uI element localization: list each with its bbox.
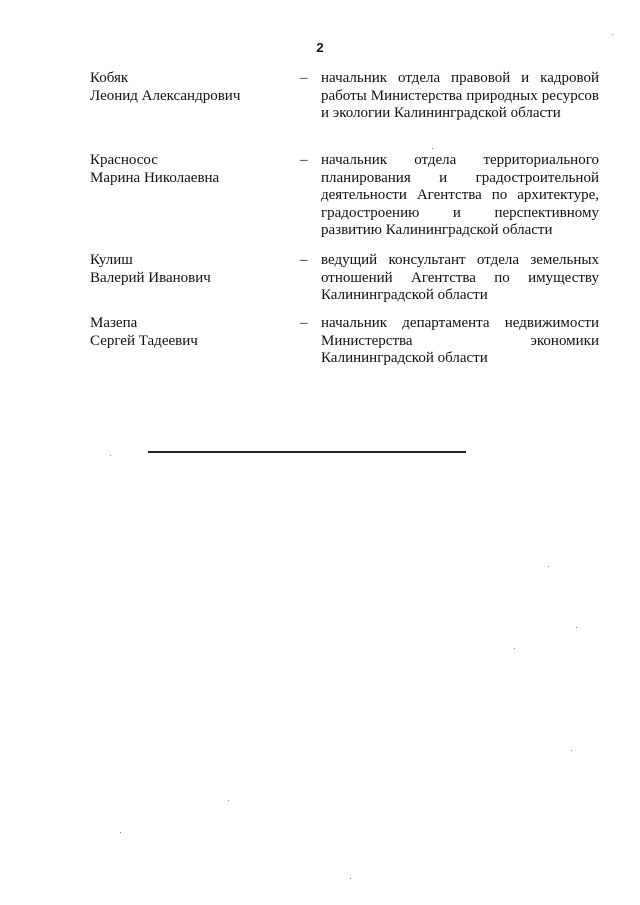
- member-position: начальник департамента недвижимости Министерства экономики Калининградской области: [321, 315, 599, 366]
- member-given-names: Леонид Александрович: [90, 87, 241, 104]
- scan-speck: [110, 455, 111, 456]
- member-given-names: Валерий Иванович: [90, 269, 211, 286]
- member-name: [90, 70, 280, 105]
- scan-speck: [612, 34, 613, 35]
- member-dash: –: [300, 70, 308, 86]
- member-dash: –: [300, 152, 308, 168]
- member-name: [90, 315, 280, 350]
- member-surname: Кобяк: [90, 70, 129, 86]
- scan-speck: [514, 648, 515, 649]
- member-position: ведущий консультант отдела земельных отношений Агентства по имуществу Калининградской области: [321, 252, 599, 303]
- member-surname: Кулиш: [90, 252, 133, 268]
- scan-speck: [576, 627, 577, 628]
- page-number: 2: [316, 40, 324, 55]
- member-name: [90, 152, 280, 187]
- member-given-names: Марина Николаевна: [90, 169, 220, 186]
- end-of-list-rule: [148, 451, 466, 453]
- member-surname: Мазепа: [90, 315, 138, 331]
- scan-speck: [228, 800, 229, 801]
- member-position: начальник отдела территориального планирования и градостроительной деятельности Агентства по архитектуре, градостроению и перспективному развитию Калининградской области: [321, 152, 599, 238]
- scan-speck: [571, 750, 572, 751]
- member-surname: Красносос: [90, 152, 158, 168]
- member-dash: –: [300, 315, 308, 331]
- scan-speck: [548, 566, 549, 567]
- member-name: [90, 252, 280, 287]
- scan-speck: [120, 832, 121, 833]
- scan-speck: [350, 878, 351, 879]
- scan-speck: [432, 148, 433, 149]
- member-dash: –: [300, 252, 308, 268]
- member-position: начальник отдела правовой и кадровой работы Министерства природных ресурсов и экологии Калининградской области: [321, 70, 599, 121]
- member-given-names: Сергей Тадеевич: [90, 332, 198, 349]
